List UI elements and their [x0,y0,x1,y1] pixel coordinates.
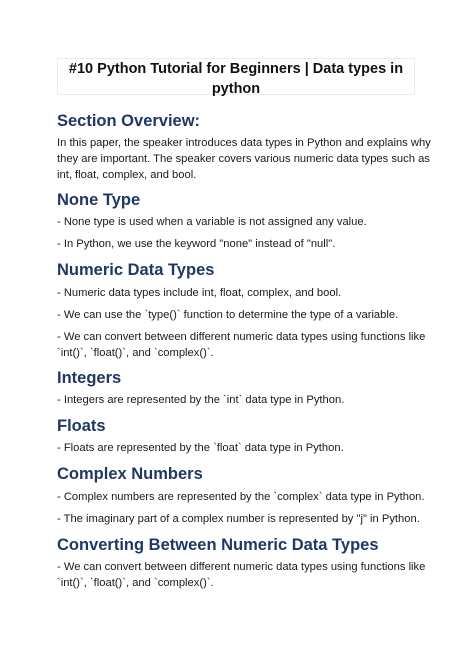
none-type-bullet-2: - In Python, we use the keyword "none" instead of "null". [57,238,336,250]
heading-none-type: None Type [57,191,141,209]
heading-converting-numeric-types: Converting Between Numeric Data Types [57,536,379,554]
converting-bullet-line-2: `int()`, `float()`, and `complex()`. [57,577,214,589]
floats-bullet-1: - Floats are represented by the `float` data type in Python. [57,442,344,454]
heading-section-overview: Section Overview: [57,112,201,130]
numeric-bullet-3-line-1: - We can convert between different numeric data types using functions like [57,331,426,343]
none-type-bullet-1: - None type is used when a variable is not assigned any value. [57,216,367,228]
integers-bullet-1: - Integers are represented by the `int` data type in Python. [57,394,345,406]
overview-line-1: In this paper, the speaker introduces data types in Python and explains why [57,137,431,149]
numeric-bullet-3-line-2: `int()`, `float()`, and `complex()`. [57,347,214,359]
heading-numeric-data-types: Numeric Data Types [57,261,215,279]
converting-bullet-line-1: - We can convert between different numeric data types using functions like [57,561,426,573]
complex-bullet-1: - Complex numbers are represented by the `complex` data type in Python. [57,491,425,503]
document-title-box [57,58,415,95]
document-title-line-2: python [211,81,261,97]
numeric-bullet-1: - Numeric data types include int, float, complex, and bool. [57,287,342,299]
heading-complex-numbers: Complex Numbers [57,465,203,483]
complex-bullet-2: - The imaginary part of a complex number is represented by "j" in Python. [57,513,420,525]
heading-integers: Integers [57,369,122,387]
overview-line-2: they are important. The speaker covers various numeric data types such as [57,153,430,165]
overview-line-3: int, float, complex, and bool. [57,169,197,181]
numeric-bullet-2: - We can use the `type()` function to determine the type of a variable. [57,309,399,321]
document-title-line-1: #10 Python Tutorial for Beginners | Data types in [68,61,404,77]
heading-floats: Floats [57,417,106,435]
